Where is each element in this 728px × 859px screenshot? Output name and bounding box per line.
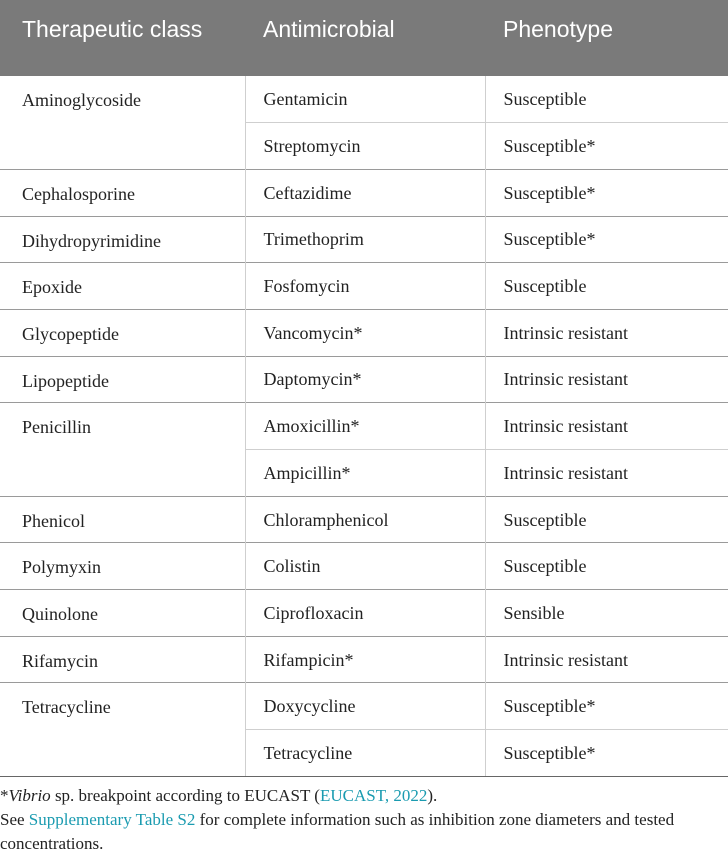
table-row [0,543,728,590]
table-row [0,496,728,543]
phenotype-cell: Intrinsic resistant [485,403,728,450]
table-row [0,263,728,310]
phenotype-cell: Intrinsic resistant [485,309,728,356]
antimicrobial-cell: Vancomycin* [245,309,485,356]
footnote-supplementary [0,808,728,856]
phenotype-cell: Susceptible [485,496,728,543]
footnote-see: See [0,810,29,829]
table-row [0,636,728,683]
antimicrobial-cell: Chloramphenicol [245,496,485,543]
therapeutic-class-cell: Rifamycin [0,636,245,683]
therapeutic-class-cell: Penicillin [0,403,245,496]
therapeutic-class-cell: Quinolone [0,590,245,637]
therapeutic-class-cell: Aminoglycoside [22,90,141,110]
table-body [0,76,728,776]
header-therapeutic-class: Therapeutic class [22,16,203,42]
table-row [0,309,728,356]
table-row [0,76,728,123]
phenotype-cell: Intrinsic resistant [485,450,728,497]
antimicrobial-cell: Daptomycin* [245,356,485,403]
eucast-citation-link[interactable]: EUCAST, 2022 [319,786,428,805]
therapeutic-class-cell: Lipopeptide [0,356,245,403]
antimicrobial-cell: Gentamicin [245,76,485,123]
therapeutic-class-cell: Phenicol [0,496,245,543]
therapeutic-class-cell: Polymyxin [0,543,245,590]
table-row [0,169,728,216]
table-header [0,0,728,76]
phenotype-cell: Susceptible* [485,216,728,263]
phenotype-cell: Susceptible* [485,123,728,170]
therapeutic-class-cell: Glycopeptide [0,309,245,356]
antimicrobial-cell: Rifampicin* [245,636,485,683]
antimicrobial-cell: Ciprofloxacin [245,590,485,637]
phenotype-cell: Intrinsic resistant [485,636,728,683]
phenotype-cell: Susceptible* [485,169,728,216]
phenotype-cell: Susceptible [485,543,728,590]
footnote-genus: Vibrio [8,786,51,805]
therapeutic-class-cell: Cephalosporine [0,169,245,216]
footnote-text: sp. breakpoint according to EUCAST ( [50,786,320,805]
supplementary-table-link[interactable]: Supplementary Table S2 [28,810,196,829]
antimicrobial-cell: Trimethoprim [245,216,485,263]
table-footnotes [0,784,728,856]
antimicrobial-cell: Streptomycin [245,123,485,170]
therapeutic-class-cell: Epoxide [0,263,245,310]
antimicrobial-cell: Tetracycline [245,730,485,777]
phenotype-cell: Susceptible* [485,730,728,777]
footnote-asterisk: * [0,786,9,805]
table-row [0,590,728,637]
antimicrobial-cell: Doxycycline [245,683,485,730]
table-row [0,683,728,730]
phenotype-cell: Susceptible [485,263,728,310]
header-antimicrobial: Antimicrobial [263,16,395,42]
footnote-breakpoint [0,784,728,808]
antimicrobial-cell: Ampicillin* [245,450,485,497]
phenotype-cell: Susceptible* [485,683,728,730]
phenotype-cell: Sensible [485,590,728,637]
header-phenotype: Phenotype [503,16,613,42]
table-row [0,403,728,450]
phenotype-cell: Intrinsic resistant [485,356,728,403]
phenotype-cell: Susceptible [485,76,728,123]
antimicrobial-cell: Fosfomycin [245,263,485,310]
table-row [0,356,728,403]
header-row [0,0,728,76]
antimicrobial-cell: Amoxicillin* [245,403,485,450]
antimicrobial-cell: Colistin [245,543,485,590]
footnote-end: ). [427,786,438,805]
antimicrobial-cell: Ceftazidime [245,169,485,216]
table-row [0,216,728,263]
therapeutic-class-cell: Dihydropyrimidine [0,216,245,263]
footnote-supplementary-text: for complete information such as inhibition zone diameters and tested concentrations. [0,810,675,853]
therapeutic-class-cell: Tetracycline [0,683,245,776]
